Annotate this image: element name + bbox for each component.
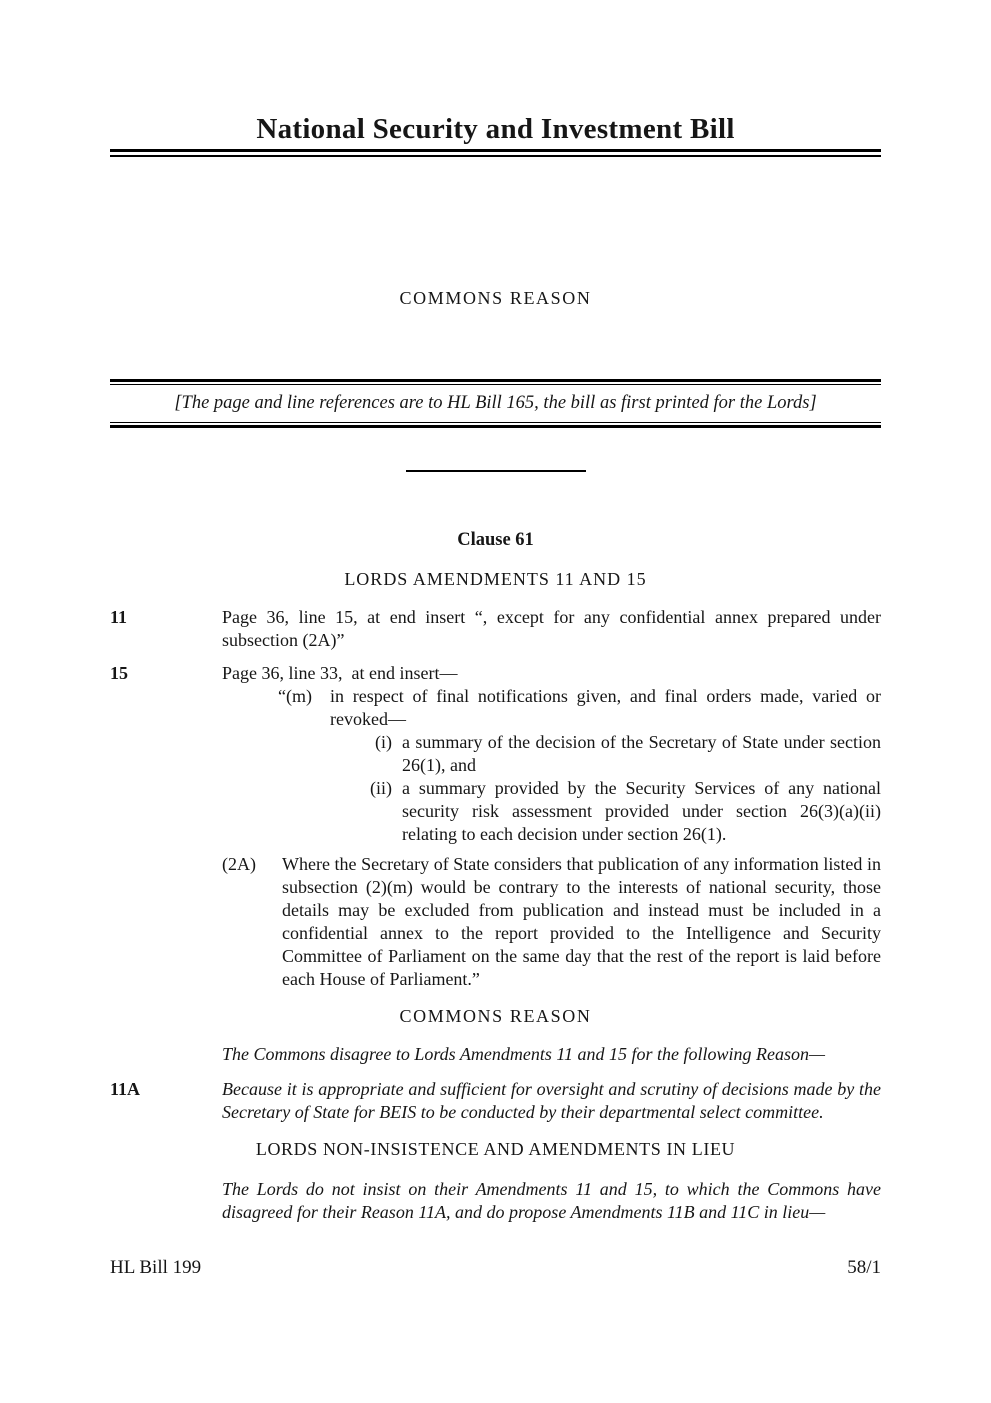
amendment-11 — [110, 606, 881, 652]
subparagraph-ii — [358, 777, 881, 846]
amendment-11-text: Page 36, line 15, at end insert “, except for any confidential annex prepared under subsection (2A)” — [222, 607, 881, 650]
commons-disagree-line: The Commons disagree to Lords Amendments 11 and 15 for the following Reason— — [222, 1044, 825, 1064]
subsection-2a-label: (2A) — [222, 854, 256, 874]
subparagraph-ii-label: (ii) — [370, 778, 392, 798]
subparagraph-i-text: a summary of the decision of the Secretary of State under section 26(1), and — [402, 732, 881, 775]
page-footer — [110, 1256, 881, 1280]
amendment-15-lead: Page 36, line 33, at end insert— — [222, 663, 458, 683]
paragraph-m — [278, 685, 881, 731]
lords-non-insistence-heading: LORDS NON-INSISTENCE AND AMENDMENTS IN LIEU — [255, 1139, 736, 1159]
amendment-11-number: 11 — [110, 607, 128, 627]
subparagraph-i-label: (i) — [375, 732, 392, 752]
section-separator-rule — [406, 470, 586, 472]
reason-11a-number: 11A — [110, 1079, 141, 1099]
reference-note: [The page and line references are to HL Bill 165, the bill as first printed for the Lords] — [110, 384, 881, 423]
reference-note-box — [110, 379, 881, 428]
title-double-rule — [110, 149, 881, 157]
bill-title: National Security and Investment Bill — [256, 113, 735, 145]
reason-11a-text: Because it is appropriate and sufficient for oversight and scrutiny of decisions made by the Secretary of State for BEIS to be conducted by their departmental select committee. — [222, 1079, 881, 1122]
clause-heading: Clause 61 — [457, 530, 534, 550]
subsection-2a — [222, 853, 881, 991]
amendment-15 — [110, 662, 881, 846]
commons-reason-heading-mid: COMMONS REASON — [399, 1006, 592, 1026]
subparagraph-ii-text: a summary provided by the Security Services of any national security risk assessment provided under section 26(3)(a)(ii) relating to each decision under section 26(1). — [402, 778, 881, 844]
lords-amendments-heading: LORDS AMENDMENTS 11 AND 15 — [344, 569, 647, 589]
subparagraph-i — [358, 731, 881, 777]
amendment-15-body — [222, 662, 881, 846]
reason-11a — [110, 1078, 881, 1124]
footer-bill-number: HL Bill 199 — [110, 1257, 202, 1278]
lords-non-insistence-text: The Lords do not insist on their Amendments 11 and 15, to which the Commons have disagreed for their Reason 11A, and do propose Amendments 11B and 11C in lieu— — [222, 1179, 881, 1222]
paragraph-m-text: in respect of final notifications given, and final orders made, varied or revoked— — [330, 686, 881, 729]
subsection-2a-text: Where the Secretary of State considers that publication of any information listed in subsection (2)(m) would be contrary to the interests of national security, those details may be excluded from publication and instead must be included in a confidential annex to the report provided to the Intelligence and Security Committee of Parliament on the same day that the rest of the report is laid before each House of Parliament.” — [282, 854, 881, 989]
amendment-15-number: 15 — [110, 663, 128, 683]
commons-reason-heading-top: COMMONS REASON — [399, 288, 592, 308]
footer-page-ref: 58/1 — [847, 1257, 881, 1278]
paragraph-m-label: “(m) — [278, 686, 312, 706]
